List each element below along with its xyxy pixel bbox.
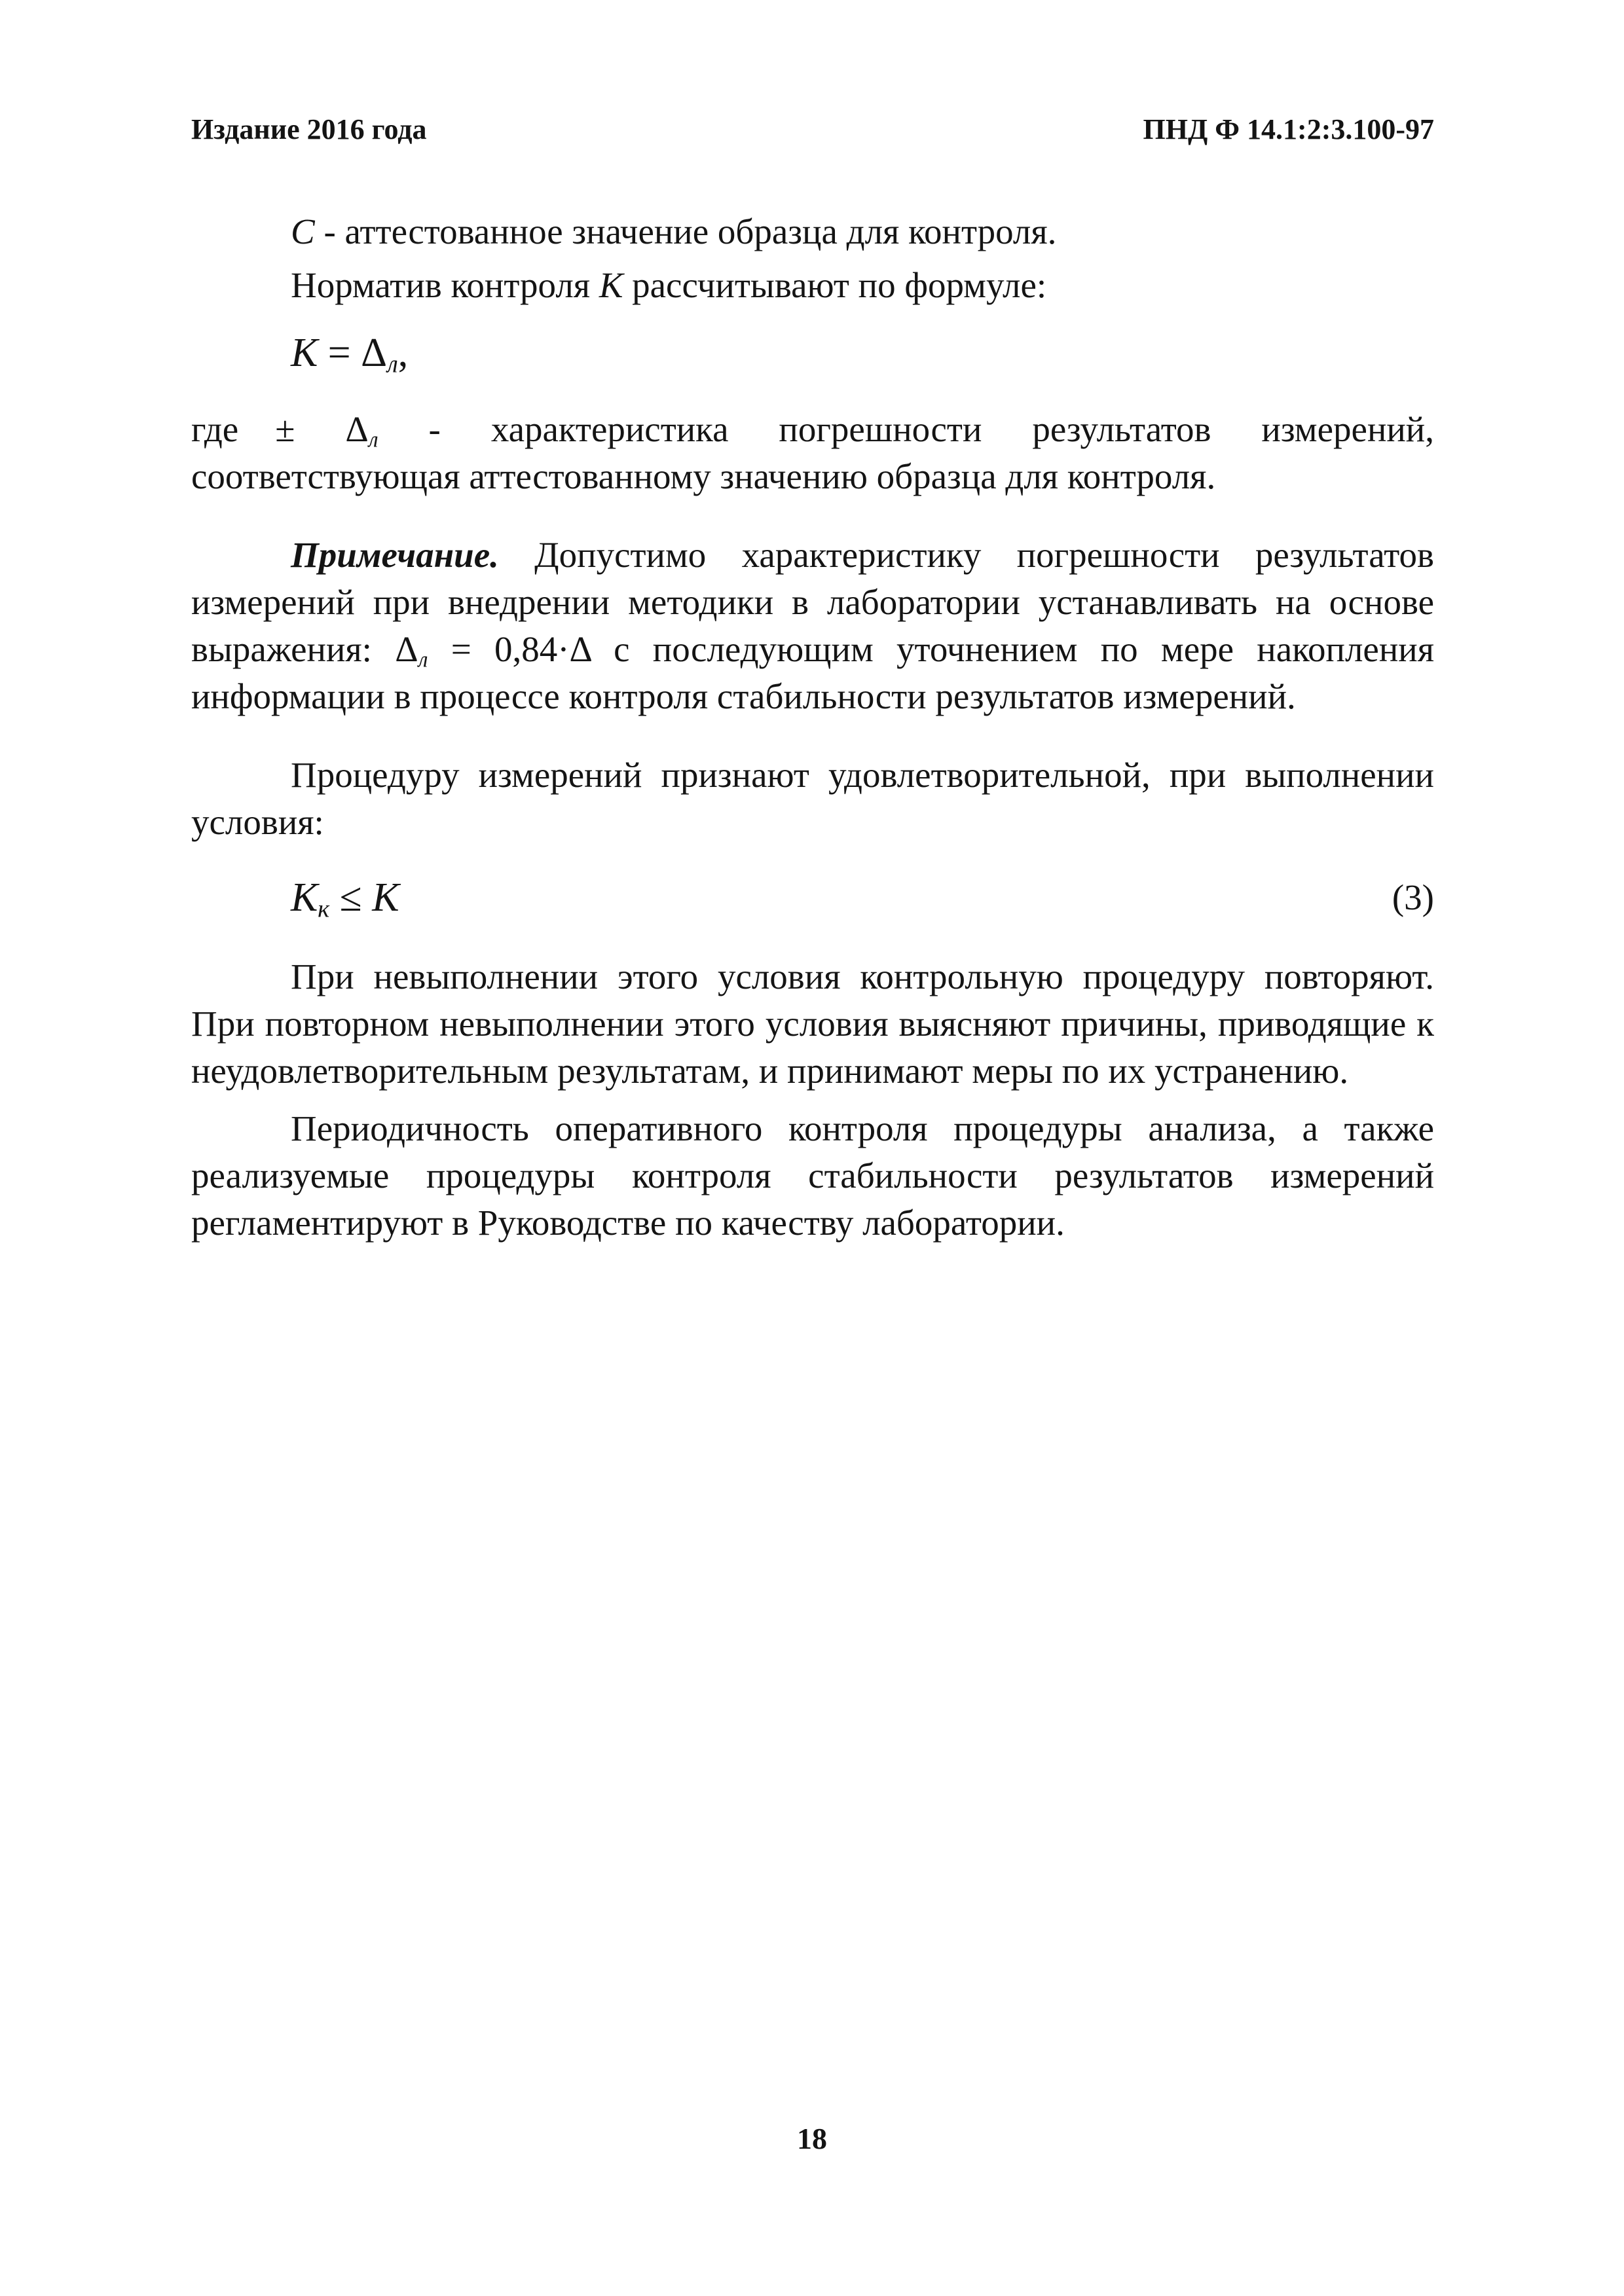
where-sub: л [368, 428, 378, 452]
document-body [191, 208, 1434, 1247]
document-code: ПНД Ф 14.1:2:3.100-97 [1143, 113, 1434, 145]
formula-k-equals-delta [191, 323, 1434, 382]
formula1-end: , [397, 331, 409, 375]
norm-intro [191, 262, 1434, 309]
formula1-lhs: К [291, 331, 318, 375]
where-word: где [191, 409, 239, 449]
definition-c-text: - аттестованное значение образца для контроля. [314, 211, 1057, 251]
note-paragraph [191, 532, 1434, 720]
formula1-eq: = Δ [318, 331, 388, 375]
where-pm-delta: ± Δ [275, 409, 369, 449]
where-text: - характеристика погрешности результатов измерений, соответствующая аттестованному значению образца для контроля. [191, 409, 1434, 496]
variable-c: С [291, 211, 315, 251]
formula2-lhs: К [291, 875, 318, 920]
note-sub: л [418, 647, 428, 672]
note-text-b: = 0,84·Δ с последующим уточнением по мере накопления информации в процессе контроля стабильности результатов измерений. [191, 629, 1435, 716]
note-text-a: Допустимо характеристику погрешности результатов измерений при внедрении методики в лаборатории устанавливать на основе выражения: Δ [191, 535, 1434, 669]
formula2-sub: к [318, 895, 330, 923]
norm-intro-text-a: Норматив контроля [291, 265, 599, 305]
formula1-sub: л [387, 350, 398, 378]
procedure-paragraph: Процедуру измерений признают удовлетворительной, при выполнении условия: [191, 755, 1434, 842]
edition-label: Издание 2016 года [191, 113, 427, 145]
page-number: 18 [797, 2122, 827, 2155]
where-definition [191, 406, 1434, 500]
definition-c [191, 208, 1434, 255]
note-label: Примечание. [291, 535, 499, 575]
formula-3 [191, 868, 1434, 927]
norm-intro-text-b: рассчитывают по формуле: [623, 265, 1047, 305]
variable-k: К [599, 265, 623, 305]
formula2-rhs: К [372, 875, 399, 920]
equation-number: (3) [1392, 877, 1434, 917]
formula2-rel: ≤ [329, 875, 373, 920]
repeat-paragraph: При невыполнении этого условия контрольную процедуру повторяют. При повторном невыполнении этого условия выясняют причины, приводящие к неудовлетворительным результатам, и принимают меры по их устранению. [191, 957, 1434, 1091]
periodicity-paragraph: Периодичность оперативного контроля процедуры анализа, а также реализуемые процедуры контроля стабильности результатов измерений регламентируют в Руководстве по качеству лаборатории. [191, 1108, 1434, 1243]
